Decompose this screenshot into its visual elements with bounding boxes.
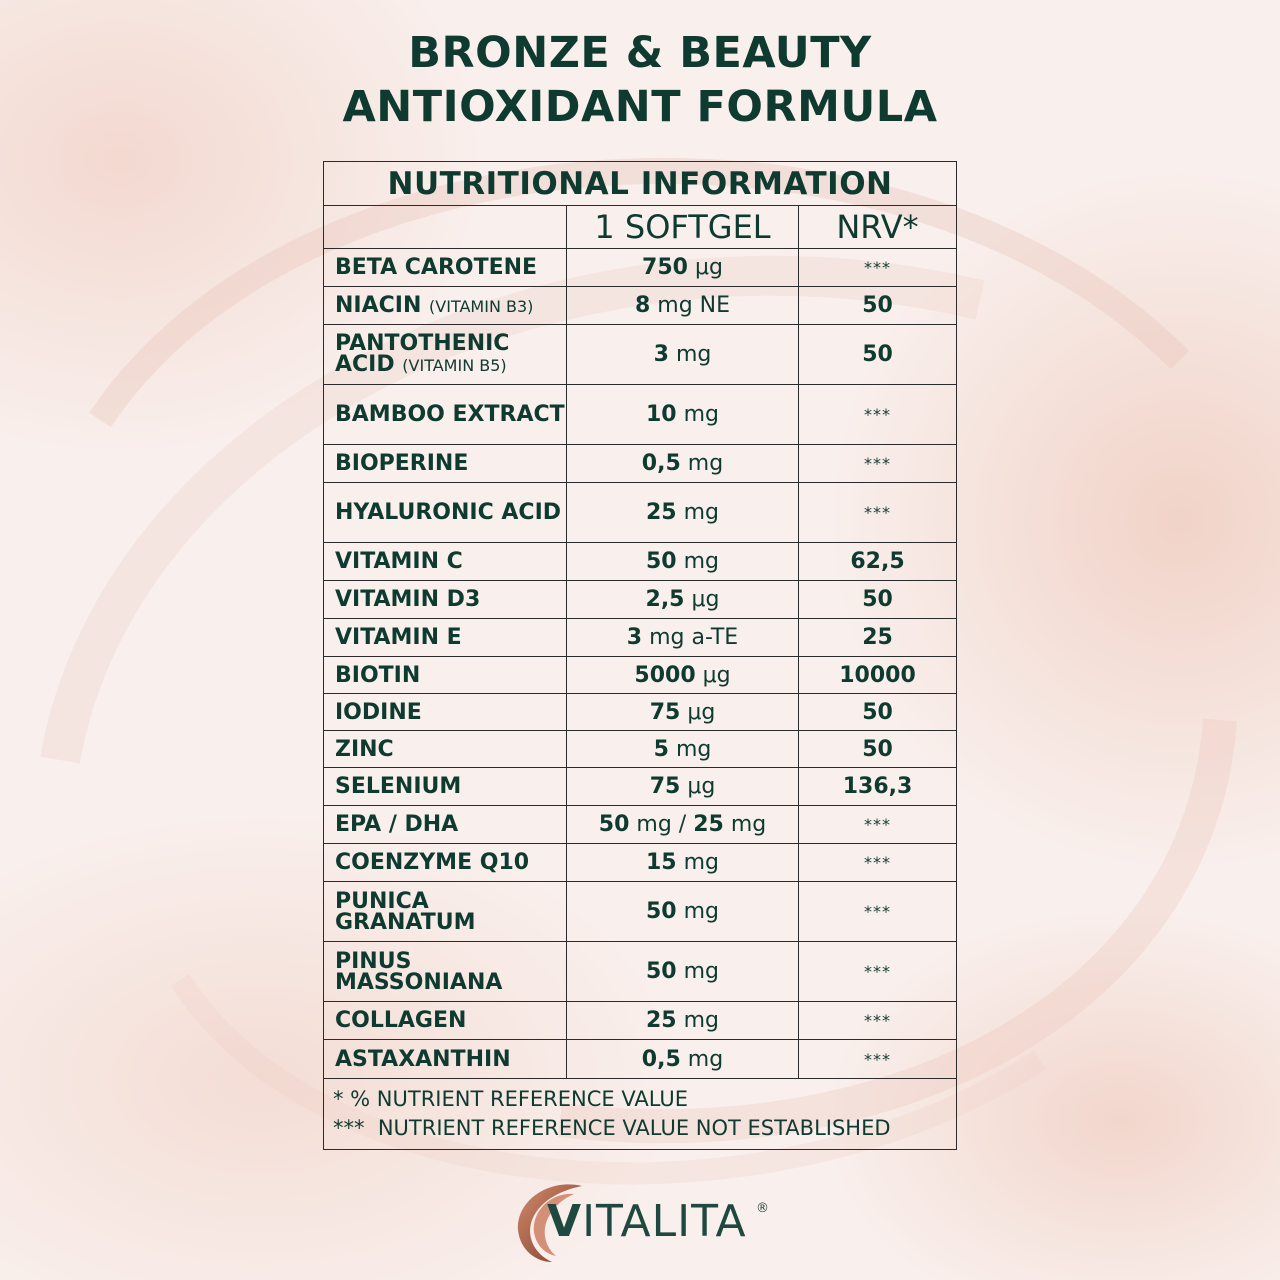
table-row	[324, 768, 957, 806]
amount-value-secondary: 25	[693, 812, 724, 837]
nutrient-name	[324, 942, 567, 1002]
table-footnotes	[324, 1079, 957, 1150]
nutrient-nrv: 50	[799, 581, 957, 619]
table-row	[324, 483, 957, 543]
nutrient-name	[324, 445, 567, 483]
amount-unit: mg	[683, 959, 720, 984]
amount-value: 10	[645, 402, 677, 427]
title-line-2: ANTIOXIDANT FORMULA	[342, 82, 938, 132]
amount-unit: mg	[683, 1008, 720, 1033]
nutrient-name	[324, 694, 567, 731]
table-row	[324, 1040, 957, 1079]
amount-value: 3	[626, 625, 643, 650]
column-header-amount: 1 SOFTGEL	[567, 206, 799, 249]
column-header-nrv: NRV*	[799, 206, 957, 249]
nutrient-amount	[567, 325, 799, 385]
footnote-nrv: * % NUTRIENT REFERENCE VALUE	[333, 1087, 689, 1111]
nutrient-nrv: ***	[799, 1040, 957, 1079]
footnote-not-established: *** NUTRIENT REFERENCE VALUE NOT ESTABLISHED	[333, 1116, 891, 1140]
nutrient-amount	[567, 287, 799, 325]
nutrient-name	[324, 657, 567, 694]
amount-value: 75	[649, 699, 681, 725]
nutrient-name-text: EPA / DHA	[335, 812, 459, 837]
table-row	[324, 1002, 957, 1040]
nutrient-amount	[567, 844, 799, 882]
nutrient-amount	[567, 619, 799, 657]
brand-name	[547, 1196, 747, 1247]
nutrient-nrv: 50	[799, 287, 957, 325]
nutrient-nrv: 50	[799, 325, 957, 385]
amount-unit-secondary: mg	[730, 812, 767, 837]
nutrient-amount	[567, 882, 799, 942]
nutrient-name-text: BIOPERINE	[335, 451, 469, 476]
nutrient-name	[324, 619, 567, 657]
nutrient-name-text: COENZYME Q10	[335, 850, 530, 875]
nutrient-nrv: ***	[799, 445, 957, 483]
table-row	[324, 694, 957, 731]
nutrient-amount	[567, 657, 799, 694]
nutrient-name	[324, 731, 567, 768]
nutrient-name-text: PUNICA GRANATUM	[335, 888, 476, 935]
nutrient-name-text: SELENIUM	[335, 774, 462, 799]
nutrient-amount	[567, 731, 799, 768]
nutrient-nrv: ***	[799, 1002, 957, 1040]
nutrient-amount	[567, 445, 799, 483]
nutrient-name	[324, 581, 567, 619]
nutrient-name-text: ASTAXANTHIN	[335, 1046, 511, 1072]
nutrient-name	[324, 806, 567, 844]
nutrient-name	[324, 882, 567, 942]
table-row	[324, 882, 957, 942]
nutrient-name	[324, 325, 567, 385]
table-row	[324, 325, 957, 385]
table-row	[324, 657, 957, 694]
nutrient-name	[324, 768, 567, 806]
nutrient-name-text: COLLAGEN	[335, 1008, 467, 1033]
amount-unit: mg	[675, 342, 712, 367]
nutrient-name-text: BETA CAROTENE	[335, 255, 538, 280]
amount-unit: μg	[694, 255, 723, 280]
amount-unit: mg	[687, 451, 724, 476]
nutrient-amount	[567, 942, 799, 1002]
nutrition-table-container	[323, 161, 956, 1150]
nutrient-name-text: HYALURONIC ACID	[335, 500, 562, 525]
nutrient-nrv: ***	[799, 806, 957, 844]
nutrient-nrv: 25	[799, 619, 957, 657]
table-row	[324, 731, 957, 768]
nutrient-name	[324, 844, 567, 882]
amount-value: 50	[598, 812, 630, 837]
nutrient-name-text: BIOTIN	[335, 662, 421, 688]
table-caption: NUTRITIONAL INFORMATION	[324, 162, 957, 206]
table-row	[324, 385, 957, 445]
nutrient-amount	[567, 768, 799, 806]
nutrient-nrv: ***	[799, 882, 957, 942]
amount-unit: μg	[702, 662, 731, 688]
amount-value: 750	[642, 255, 688, 280]
nutrient-amount	[567, 385, 799, 445]
nutrient-nrv: ***	[799, 844, 957, 882]
amount-unit: mg	[675, 736, 712, 762]
amount-unit: mg /	[636, 812, 694, 837]
amount-value: 50	[645, 959, 677, 984]
amount-unit: μg	[691, 587, 720, 612]
table-row	[324, 942, 957, 1002]
nutrient-nrv: ***	[799, 942, 957, 1002]
nutrient-subname: (VITAMIN B5)	[402, 356, 507, 375]
nutrient-name-text: NIACIN	[335, 292, 422, 318]
nutrient-name-text: BAMBOO EXTRACT	[335, 402, 565, 427]
amount-value: 15	[645, 850, 677, 875]
nutrient-nrv: 10000	[799, 657, 957, 694]
amount-value: 5	[653, 736, 669, 762]
amount-value: 3	[653, 342, 669, 367]
amount-value: 0,5	[641, 1046, 681, 1072]
amount-value: 2,5	[645, 587, 685, 612]
amount-value: 25	[645, 500, 677, 525]
nutrient-amount	[567, 1040, 799, 1079]
amount-value: 75	[649, 774, 681, 799]
column-header-name	[324, 206, 567, 249]
amount-value: 50	[645, 549, 677, 574]
table-row	[324, 445, 957, 483]
amount-unit: mg a-TE	[649, 625, 739, 650]
nutrient-name-text: VITAMIN E	[335, 625, 462, 650]
nutrient-name	[324, 287, 567, 325]
nutrient-amount	[567, 249, 799, 287]
amount-value: 8	[634, 293, 651, 318]
brand-name-rest: ITALITA	[582, 1196, 747, 1247]
nutrient-name-text: ZINC	[335, 736, 394, 762]
table-row	[324, 249, 957, 287]
amount-unit: mg	[683, 549, 720, 574]
nutrient-name-text: VITAMIN C	[335, 549, 463, 574]
nutrient-name	[324, 249, 567, 287]
amount-unit: mg	[683, 899, 720, 924]
nutrient-name	[324, 483, 567, 543]
nutrient-name-text: VITAMIN D3	[335, 587, 481, 612]
amount-value: 50	[645, 899, 677, 924]
amount-unit: mg	[683, 850, 720, 875]
page-title	[0, 26, 1280, 134]
nutrient-name	[324, 385, 567, 445]
amount-value: 0,5	[641, 451, 681, 476]
nutrient-subname: (VITAMIN B3)	[429, 296, 534, 316]
nutrient-nrv: 136,3	[799, 768, 957, 806]
amount-unit: μg	[687, 699, 716, 725]
amount-value: 25	[645, 1008, 677, 1033]
nutrient-name	[324, 1040, 567, 1079]
nutrient-nrv: 50	[799, 731, 957, 768]
amount-unit: mg	[683, 402, 720, 427]
registered-mark: ®	[756, 1201, 769, 1216]
nutrient-amount	[567, 694, 799, 731]
nutrient-amount	[567, 543, 799, 581]
amount-unit: mg	[683, 500, 720, 525]
nutrient-name	[324, 543, 567, 581]
nutrient-name	[324, 1002, 567, 1040]
amount-value: 5000	[634, 662, 696, 688]
nutrient-nrv: ***	[799, 249, 957, 287]
nutrient-amount	[567, 1002, 799, 1040]
brand-name-initial: V	[547, 1196, 583, 1247]
nutrient-nrv: ***	[799, 385, 957, 445]
nutrient-name-text: PANTOTHENIC ACID	[335, 331, 510, 377]
table-row	[324, 806, 957, 844]
nutrient-name-text: PINUS MASSONIANA	[335, 948, 503, 995]
amount-unit: mg	[687, 1046, 724, 1072]
table-row	[324, 844, 957, 882]
nutrient-nrv: ***	[799, 483, 957, 543]
amount-unit: mg NE	[657, 293, 731, 318]
amount-unit: μg	[687, 774, 716, 799]
table-row	[324, 287, 957, 325]
nutrient-amount	[567, 483, 799, 543]
table-row	[324, 543, 957, 581]
nutrient-amount	[567, 581, 799, 619]
nutrient-amount	[567, 806, 799, 844]
table-row	[324, 619, 957, 657]
nutrient-name-text: IODINE	[335, 699, 422, 725]
title-line-1: BRONZE & BEAUTY	[408, 28, 872, 78]
nutrient-nrv: 50	[799, 694, 957, 731]
table-row	[324, 581, 957, 619]
nutrition-table	[323, 161, 957, 1150]
nutrient-nrv: 62,5	[799, 543, 957, 581]
